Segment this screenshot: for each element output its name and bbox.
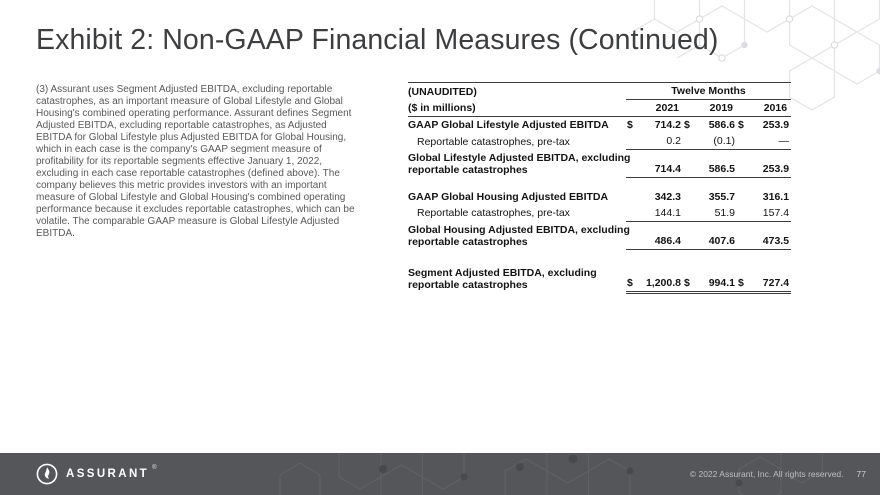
row-value: 994.1 <box>696 265 737 293</box>
table-row <box>408 222 791 250</box>
row-value: 586.6 <box>708 119 735 132</box>
unaudited-label: (UNAUDITED) <box>408 83 626 100</box>
table-row <box>408 133 791 150</box>
brand-logo <box>36 453 157 495</box>
footnote-text: (3) Assurant uses Segment Adjusted EBITDA, excluding reportable catastrophes, as an important measure of Global Lifestyle and Global Housing's combined operating performance. Assurant defines Segment Adjusted EBITDA, excluding reportable catastrophes, as Adjusted EBITDA for Global Lifestyle plus Adjusted EBITDA for Global Housing, which in each case is the company's GAAP segment measure of profitability for its reportable segments effective January 1, 2022, excluding in each case reportable catastrophes (defined above). The company believes this metric provides investors with an important measure of Global Lifestyle and Global Housing's combined operating performance because it excludes reportable catastrophes, which can be volatile. The comparable GAAP measure is Global Lifestyle Adjusted EBITDA. <box>36 84 355 239</box>
footer-right <box>690 453 866 495</box>
row-label-line1: Global Lifestyle Adjusted EBITDA, excluding <box>408 151 631 164</box>
dollar-sign <box>683 150 696 178</box>
row-label <box>408 222 630 250</box>
spacer-row <box>408 250 791 265</box>
row-label: Reportable catastrophes, pre-tax <box>417 135 570 148</box>
table-row <box>408 117 791 134</box>
row-label-line2: reportable catastrophes <box>408 163 528 176</box>
assurant-logo-icon <box>36 463 58 485</box>
row-value: 157.4 <box>750 205 791 222</box>
row-value: 342.3 <box>654 190 681 203</box>
table-row <box>408 189 791 205</box>
page-number: 77 <box>856 469 866 479</box>
row-value: 355.7 <box>708 190 735 203</box>
dollar-sign <box>737 150 750 178</box>
row-label <box>408 265 626 293</box>
table-row <box>408 265 791 293</box>
table-row <box>408 205 791 222</box>
row-value: 0.2 <box>640 133 683 150</box>
row-value: 253.9 <box>750 150 791 178</box>
year-header-2016: 2016 <box>737 100 791 117</box>
dollar-sign <box>683 133 696 150</box>
row-label-line1: Segment Adjusted EBITDA, excluding <box>408 266 597 279</box>
row-label: Reportable catastrophes, pre-tax <box>417 207 570 220</box>
dollar-sign <box>737 222 750 250</box>
row-value: 486.4 <box>640 222 683 250</box>
dollar-sign: $ <box>738 119 744 132</box>
page-title: Exhibit 2: Non-GAAP Financial Measures (Continued) <box>36 24 719 56</box>
table-header-row <box>408 83 791 100</box>
dollar-sign <box>737 205 750 222</box>
dollar-sign: $ <box>626 265 640 293</box>
dollar-sign: $ <box>683 265 696 293</box>
copyright-text: © 2022 Assurant, Inc. All rights reserved. <box>689 469 844 479</box>
financial-table <box>408 82 791 294</box>
dollar-sign <box>683 205 696 222</box>
row-value: (0.1) <box>696 133 737 150</box>
row-value: 586.5 <box>696 150 737 178</box>
spacer-row <box>408 178 791 189</box>
millions-label: ($ in millions) <box>408 100 626 117</box>
dollar-sign <box>683 189 696 205</box>
row-label-line2: reportable catastrophes <box>408 278 528 291</box>
table-subheader-row <box>408 100 791 117</box>
row-label-line1: Global Housing Adjusted EBITDA, excluding <box>408 223 630 236</box>
registered-mark: ® <box>152 465 157 471</box>
dollar-sign <box>626 133 640 150</box>
row-label: GAAP Global Lifestyle Adjusted EBITDA <box>408 119 609 132</box>
dollar-sign <box>626 189 640 205</box>
period-header: Twelve Months <box>626 83 791 100</box>
row-value: 714.2 <box>654 119 681 132</box>
year-header-2019: 2019 <box>683 100 737 117</box>
brand-name: ASSURANT <box>66 468 150 480</box>
row-value: — <box>750 133 791 150</box>
row-value: 407.6 <box>696 222 737 250</box>
dollar-sign <box>683 222 696 250</box>
row-value: 316.1 <box>762 190 790 203</box>
row-value: 1,200.8 <box>640 265 683 293</box>
dollar-sign <box>737 189 750 205</box>
year-header-2021: 2021 <box>626 100 683 117</box>
row-label: GAAP Global Housing Adjusted EBITDA <box>408 190 609 203</box>
row-label-line2: reportable catastrophes <box>408 235 528 248</box>
row-value: 253.9 <box>762 119 790 132</box>
row-value: 727.4 <box>750 265 791 293</box>
dollar-sign <box>626 205 640 222</box>
footer <box>0 453 880 495</box>
row-value: 144.1 <box>640 205 683 222</box>
dollar-sign <box>737 133 750 150</box>
table-row <box>408 150 791 178</box>
dollar-sign: $ <box>684 119 690 132</box>
row-value: 714.4 <box>640 150 683 178</box>
dollar-sign: $ <box>627 119 633 132</box>
dollar-sign: $ <box>737 265 750 293</box>
row-value: 473.5 <box>750 222 791 250</box>
row-value: 51.9 <box>696 205 737 222</box>
row-label <box>408 150 631 178</box>
